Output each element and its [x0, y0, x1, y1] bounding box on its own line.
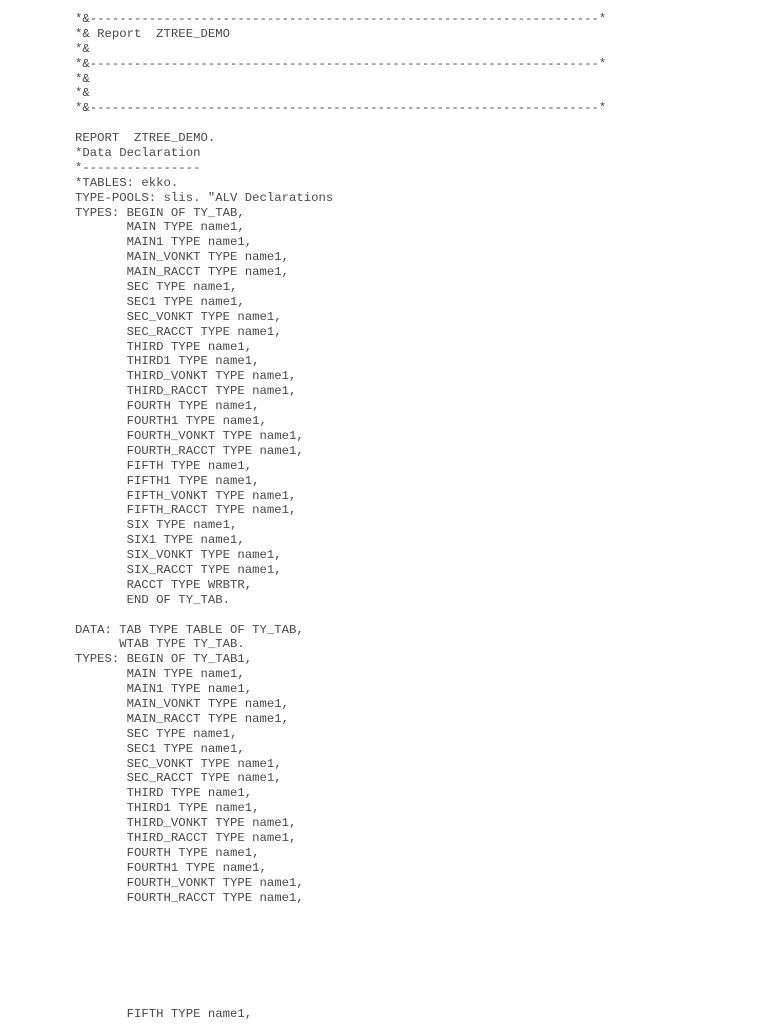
code-line: THIRD TYPE name1, — [75, 339, 253, 354]
code-line: SEC TYPE name1, — [75, 280, 238, 295]
code-listing — [75, 12, 606, 905]
code-line: SEC_VONKT TYPE name1, — [75, 309, 282, 324]
code-line: MAIN_VONKT TYPE name1, — [75, 696, 290, 711]
code-line: SEC_RACCT TYPE name1, — [75, 771, 282, 786]
code-line: SEC TYPE name1, — [75, 726, 238, 741]
code-line: *&---------------------------------------------------------------------* — [75, 101, 607, 116]
code-line: MAIN1 TYPE name1, — [75, 682, 253, 697]
code-line: FOURTH1 TYPE name1, — [75, 414, 267, 429]
code-line: WTAB TYPE TY_TAB. — [75, 637, 245, 652]
code-line: THIRD TYPE name1, — [75, 786, 253, 801]
code-line: *&---------------------------------------------------------------------* — [75, 12, 607, 26]
code-line — [75, 116, 606, 131]
code-line: SEC_RACCT TYPE name1, — [75, 324, 282, 339]
code-line — [75, 608, 606, 623]
code-line: FIFTH_VONKT TYPE name1, — [75, 488, 297, 503]
code-line: TYPES: BEGIN OF TY_TAB1, — [75, 652, 253, 667]
code-line: *&---------------------------------------------------------------------* — [75, 56, 607, 71]
code-line: *TABLES: ekko. — [75, 175, 179, 190]
code-line: FIFTH TYPE name1, — [75, 1007, 253, 1021]
code-line: *& — [75, 71, 90, 86]
code-line: TYPE-POOLS: slis. "ALV Declarations — [75, 190, 334, 205]
code-line: *& — [75, 41, 90, 56]
code-line: THIRD_RACCT TYPE name1, — [75, 830, 297, 845]
code-line: MAIN TYPE name1, — [75, 220, 245, 235]
code-line: SIX_RACCT TYPE name1, — [75, 562, 282, 577]
code-line: *& Report ZTREE_DEMO — [75, 26, 230, 41]
code-line: MAIN_RACCT TYPE name1, — [75, 265, 290, 280]
code-line: FIFTH1 TYPE name1, — [75, 473, 260, 488]
code-line: FOURTH TYPE name1, — [75, 399, 260, 414]
code-line: FOURTH1 TYPE name1, — [75, 860, 267, 875]
code-line: FOURTH_VONKT TYPE name1, — [75, 875, 304, 890]
code-line: *& — [75, 86, 90, 101]
code-line: END OF TY_TAB. — [75, 592, 230, 607]
code-line: MAIN_RACCT TYPE name1, — [75, 711, 290, 726]
code-line: MAIN TYPE name1, — [75, 667, 245, 682]
code-line: FOURTH_RACCT TYPE name1, — [75, 890, 304, 905]
code-line: THIRD_VONKT TYPE name1, — [75, 369, 297, 384]
code-line: FOURTH_RACCT TYPE name1, — [75, 443, 304, 458]
code-line: SIX TYPE name1, — [75, 518, 238, 533]
code-line: FOURTH_VONKT TYPE name1, — [75, 428, 304, 443]
code-line: DATA: TAB TYPE TABLE OF TY_TAB, — [75, 622, 304, 637]
code-line: MAIN_VONKT TYPE name1, — [75, 250, 290, 265]
code-listing-continued — [75, 1007, 252, 1022]
code-line: MAIN1 TYPE name1, — [75, 235, 253, 250]
code-line: TYPES: BEGIN OF TY_TAB, — [75, 205, 245, 220]
code-line: SEC1 TYPE name1, — [75, 741, 245, 756]
code-line: FOURTH TYPE name1, — [75, 845, 260, 860]
code-line: FIFTH TYPE name1, — [75, 458, 253, 473]
code-line: THIRD1 TYPE name1, — [75, 354, 260, 369]
code-line: *---------------- — [75, 160, 201, 175]
code-line: FIFTH_RACCT TYPE name1, — [75, 503, 297, 518]
code-line: RACCT TYPE WRBTR, — [75, 577, 253, 592]
code-line: SEC_VONKT TYPE name1, — [75, 756, 282, 771]
code-line: THIRD_RACCT TYPE name1, — [75, 384, 297, 399]
code-line: THIRD1 TYPE name1, — [75, 801, 260, 816]
code-line: *Data Declaration — [75, 146, 201, 161]
code-line: REPORT ZTREE_DEMO. — [75, 131, 216, 146]
code-line: THIRD_VONKT TYPE name1, — [75, 816, 297, 831]
code-line: SIX1 TYPE name1, — [75, 533, 245, 548]
code-line: SIX_VONKT TYPE name1, — [75, 548, 282, 563]
code-line: SEC1 TYPE name1, — [75, 294, 245, 309]
